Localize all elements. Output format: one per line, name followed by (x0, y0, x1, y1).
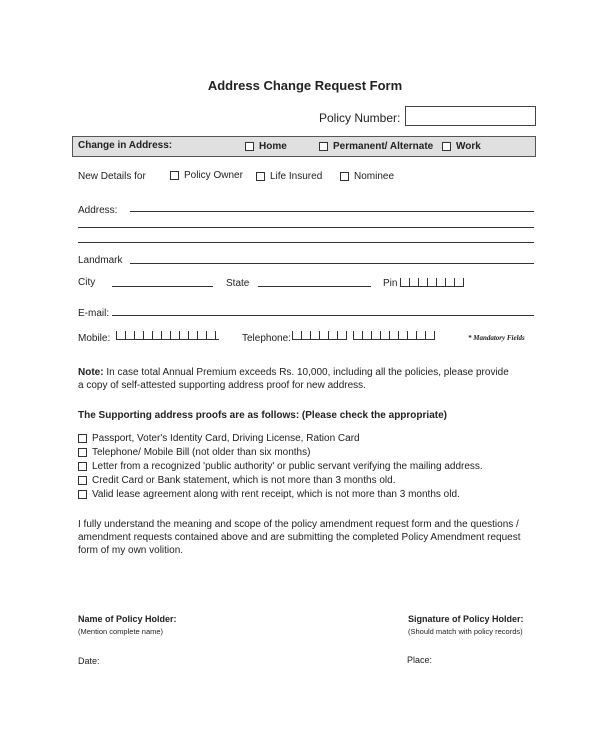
telephone-label: Telephone: (242, 333, 291, 344)
proof-item[interactable] (78, 461, 483, 472)
mobile-input[interactable] (116, 331, 219, 340)
change-in-address-label: Change in Address: (78, 140, 173, 151)
new-details-label: New Details for (78, 171, 146, 182)
checkbox-nominee[interactable] (340, 172, 349, 181)
option-work[interactable] (442, 141, 481, 152)
option-nominee-label: Nominee (354, 171, 395, 182)
signature-hint: (Should match with policy records) (408, 627, 523, 636)
policy-holder-name-hint: (Mention complete name) (78, 627, 164, 636)
note-prefix: Note: (78, 367, 104, 378)
checkbox-proof-5[interactable] (78, 490, 87, 499)
option-life-insured-label: Life Insured (270, 171, 323, 182)
declaration-paragraph (78, 518, 548, 557)
state-label: State (226, 278, 250, 289)
address-line-1[interactable] (130, 211, 534, 212)
policy-number-input[interactable] (405, 106, 536, 126)
note-line-1: In case total Annual Premium exceeds Rs. 10,000, including all the policies, please provide (103, 367, 509, 378)
checkbox-life-insured[interactable] (256, 172, 265, 181)
telephone-std-input[interactable] (292, 331, 347, 340)
note-line-2: a copy of self-attested supporting address proof for new address. (78, 380, 366, 391)
option-life-insured[interactable] (256, 171, 322, 182)
option-work-label: Work (456, 141, 481, 152)
signature-label: Signature of Policy Holder: (408, 614, 524, 624)
address-label: Address: (78, 205, 118, 216)
city-line[interactable] (112, 286, 213, 287)
city-label: City (78, 277, 96, 288)
date-label: Date: (78, 656, 100, 666)
checkbox-proof-1[interactable] (78, 434, 87, 443)
option-home[interactable] (245, 141, 287, 152)
proof-item[interactable] (78, 447, 310, 458)
pin-label: Pin (383, 278, 398, 289)
address-line-2[interactable] (78, 227, 534, 228)
option-permanent-alternate-label: Permanent/ Alternate (333, 141, 434, 152)
option-home-label: Home (259, 141, 287, 152)
declaration-line-3: form of my own volition. (78, 545, 184, 556)
policy-number-label: Policy Number: (319, 111, 401, 125)
checkbox-proof-4[interactable] (78, 476, 87, 485)
proof-item[interactable] (78, 433, 360, 444)
proof-item-label: Letter from a recognized 'public authority' or public servant verifying the mailing address. (92, 461, 483, 472)
declaration-line-2: amendment requests contained above and are submitting the completed Policy Amendment request (78, 532, 521, 543)
checkbox-home[interactable] (245, 142, 254, 151)
mobile-label: Mobile: (78, 333, 111, 344)
proof-item-label: Passport, Voter's Identity Card, Driving License, Ration Card (92, 433, 360, 444)
email-label: E-mail: (78, 308, 110, 319)
option-permanent-alternate[interactable] (319, 141, 433, 152)
form-title: Address Change Request Form (207, 78, 403, 93)
place-label: Place: (407, 655, 433, 665)
landmark-line[interactable] (130, 263, 534, 264)
checkbox-work[interactable] (442, 142, 451, 151)
state-line[interactable] (258, 286, 371, 287)
checkbox-policy-owner[interactable] (170, 171, 179, 180)
checkbox-permanent-alternate[interactable] (319, 142, 328, 151)
option-nominee[interactable] (340, 171, 394, 182)
option-policy-owner[interactable] (170, 170, 243, 181)
policy-holder-name-label: Name of Policy Holder: (78, 614, 177, 624)
email-line[interactable] (112, 315, 534, 316)
checkbox-proof-3[interactable] (78, 462, 87, 471)
proof-item-label: Credit Card or Bank statement, which is not more than 3 months old. (92, 475, 396, 486)
proofs-heading: The Supporting address proofs are as follows: (Please check the appropriate) (78, 410, 447, 421)
proof-item-label: Valid lease agreement along with rent receipt, which is not more than 3 months old. (92, 489, 460, 500)
note-paragraph (78, 366, 548, 392)
option-policy-owner-label: Policy Owner (184, 170, 243, 181)
pin-input[interactable] (400, 278, 464, 287)
address-line-3[interactable] (78, 242, 534, 243)
proof-item[interactable] (78, 475, 395, 486)
checkbox-proof-2[interactable] (78, 448, 87, 457)
telephone-number-input[interactable] (353, 331, 435, 340)
mandatory-fields-note: * Mandatory Fields (468, 334, 525, 342)
landmark-label: Landmark (78, 255, 123, 266)
declaration-line-1: I fully understand the meaning and scope of the policy amendment request form and the questions / (78, 519, 519, 530)
proof-item-label: Telephone/ Mobile Bill (not older than six months) (92, 447, 311, 458)
proof-item[interactable] (78, 489, 460, 500)
